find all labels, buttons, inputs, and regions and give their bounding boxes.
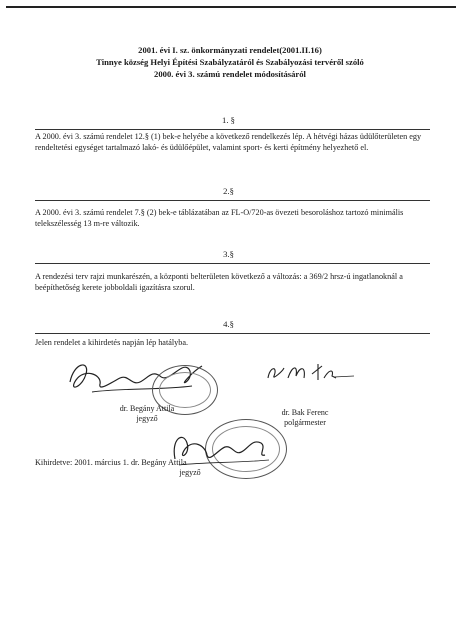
section-1-rule (35, 129, 430, 130)
document-title-line-3: 2000. évi 3. számú rendelet módosításáról (154, 69, 306, 79)
section-1-heading: 1. § (222, 115, 235, 125)
promulgation-role: jegyző (179, 468, 201, 477)
section-2-text: A 2000. évi 3. számú rendelet 7.§ (2) bek-e táblázatában az FL-O/720-as övezeti besoroláshoz tartozó minimális telekszélesség 13 m-re változik. (35, 208, 404, 228)
section-2-heading: 2.§ (223, 186, 234, 196)
section-3-rule (35, 263, 430, 264)
top-border-line (6, 6, 456, 8)
document-title-line-1: 2001. évi I. sz. önkormányzati rendelet(2001.II.16) (138, 45, 322, 55)
section-3-heading: 3.§ (223, 249, 234, 259)
section-4-text: Jelen rendelet a kihirdetés napján lép hatályba. (35, 338, 188, 347)
section-4-heading: 4.§ (223, 319, 234, 329)
left-signatory-role: jegyző (136, 414, 158, 423)
section-3-text: A rendezési terv rajzi munkarészén, a központi belterületen következő a változás: a 369/2 hrsz-ú ingatlanoknál a beépíthetőség kerete jobboldali igazításra szorul. (35, 272, 403, 292)
section-2-rule (35, 200, 430, 201)
right-signature-icon (262, 360, 357, 384)
section-1-text: A 2000. évi 3. számú rendelet 12.§ (1) bek-e helyébe a következő rendelkezés lép. A hétvégi házas üdülőterületen egy rendeltetési egységet tartalmazó lakó- és üdülőépület, valamint sport- és kerti építmény helyezhető el. (35, 132, 422, 152)
right-signatory-role: polgármester (284, 418, 326, 427)
document-title-line-2: Tinnye község Helyi Építési Szabályzatáról és Szabályozási tervéről szóló (96, 57, 364, 67)
right-signatory-name: dr. Bak Ferenc (281, 408, 329, 417)
section-4-rule (35, 333, 430, 334)
left-signatory-name: dr. Begány Attila (119, 404, 175, 413)
promulgation-text: Kihirdetve: 2001. március 1. dr. Begány Attila (35, 458, 187, 467)
